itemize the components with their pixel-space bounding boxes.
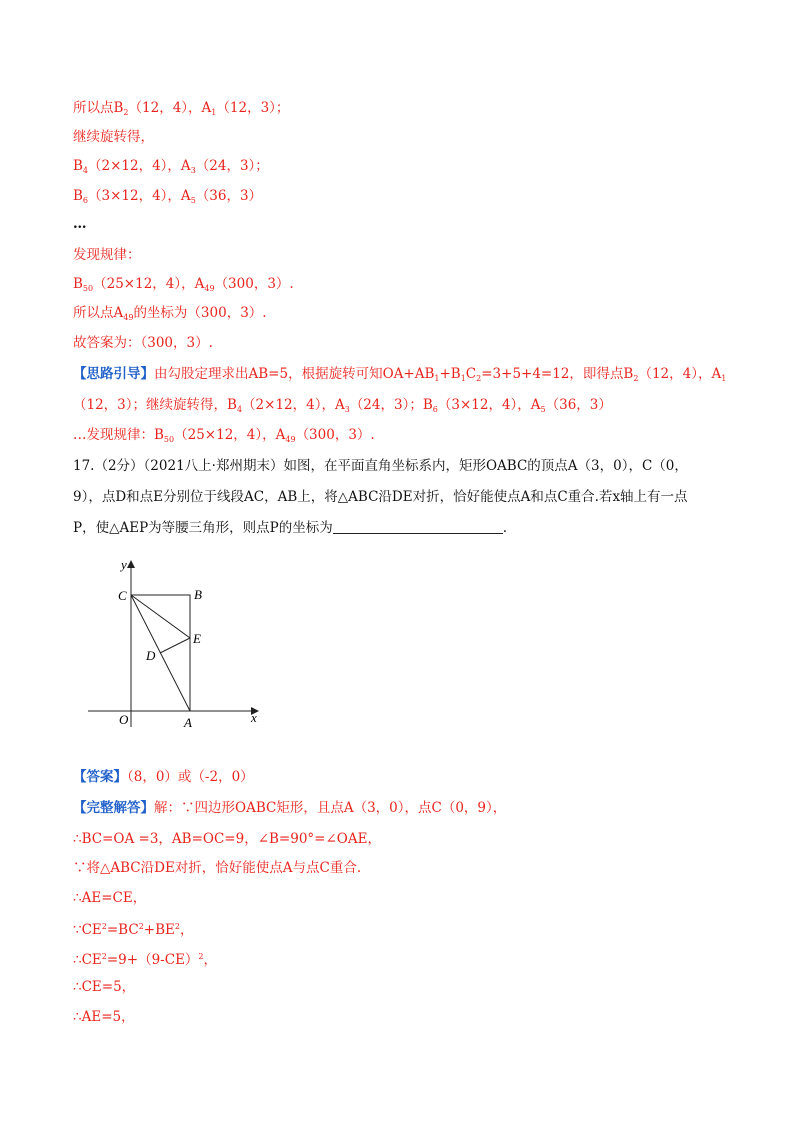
- solution-line-6: 发现规律：: [73, 247, 141, 263]
- text-segment: +BE: [143, 922, 175, 938]
- text-segment: =BC: [106, 922, 139, 938]
- text-segment: B: [73, 188, 83, 204]
- hint-line-3: [73, 425, 375, 450]
- text-segment: C: [465, 366, 477, 382]
- full-line-4: ∴AE=CE，: [73, 890, 147, 906]
- superscript: 2: [198, 952, 204, 961]
- solution-line-1: [73, 98, 289, 123]
- subscript: 5: [190, 196, 196, 205]
- subscript: 3: [190, 166, 196, 175]
- text-segment: （24，3）；B: [349, 397, 433, 413]
- text-segment: B: [73, 276, 83, 292]
- hint-line-1: [73, 364, 726, 389]
- label-x: x: [251, 710, 257, 725]
- text-segment: （3×12，4），A: [437, 397, 541, 413]
- solution-line-8: [73, 303, 267, 328]
- superscript: 2: [101, 922, 107, 931]
- segment-DE: [160, 638, 190, 653]
- text-segment: （12，4），A: [128, 100, 212, 116]
- subscript: 6: [432, 405, 438, 414]
- answer-value: （8，0）或（-2，0）: [127, 769, 254, 785]
- full-line-1: [73, 798, 506, 818]
- superscript: 2: [138, 922, 144, 931]
- hint-text: [154, 366, 726, 382]
- subscript: 5: [540, 405, 546, 414]
- subscript: 2: [476, 374, 482, 383]
- text-segment: （12，3）；: [216, 100, 290, 116]
- text-segment: （25×12，4），A: [174, 427, 286, 443]
- text-segment: P，使△AEP为等腰三角形，则点P的坐标为: [73, 520, 333, 536]
- solution-line-2: 继续旋转得，: [73, 129, 154, 145]
- subscript: 1: [721, 374, 727, 383]
- subscript: 50: [163, 435, 175, 444]
- text-segment: （12，3）；继续旋转得，B: [73, 397, 237, 413]
- superscript: 2: [174, 922, 180, 931]
- label-O: O: [119, 712, 129, 727]
- subscript: 2: [633, 374, 639, 383]
- label-D: D: [146, 648, 156, 663]
- answer-label: 【答案】: [73, 769, 127, 785]
- label-A: A: [184, 715, 192, 730]
- text-segment: （36，3）: [545, 397, 612, 413]
- subscript: 49: [285, 435, 296, 444]
- text-segment: （25×12，4），A: [93, 276, 205, 292]
- text-segment: （24，3）；: [195, 158, 269, 174]
- text-segment: （3×12，4），A: [88, 188, 191, 204]
- answer-line: [73, 767, 254, 787]
- text-segment: =9+（9-CE）: [106, 952, 199, 968]
- full-solution-label: 【完整解答】: [73, 800, 154, 816]
- subscript: 49: [123, 313, 134, 322]
- segment-CE: [131, 595, 190, 638]
- full-line-7: ∴CE=5，: [73, 979, 136, 995]
- geometry-figure: [88, 557, 273, 732]
- solution-line-9: 故答案为：（300，3）.: [73, 335, 213, 351]
- text-segment: B: [73, 158, 83, 174]
- label-E: E: [193, 631, 201, 646]
- full-line-2: ∴BC=OA =3，AB=OC=9，∠B=90°=∠OAE，: [73, 831, 381, 847]
- hint-label: 【思路引导】: [73, 366, 154, 382]
- subscript: 1: [434, 374, 440, 383]
- text-segment: ∵CE: [73, 922, 102, 938]
- subscript: 2: [123, 108, 129, 117]
- text-segment: …发现规律：B: [73, 427, 164, 443]
- text-segment: （300，3）.: [295, 427, 375, 443]
- subscript: 3: [344, 405, 350, 414]
- solution-line-7: [73, 274, 294, 299]
- subscript: 4: [82, 166, 89, 175]
- text-segment: +B: [439, 366, 461, 382]
- full-line-6: [73, 947, 217, 970]
- subscript: 1: [460, 374, 466, 383]
- label-y: y: [121, 557, 127, 572]
- text-segment: 由勾股定理求出AB=5，根据旋转可知OA+AB: [154, 366, 435, 382]
- subscript: 4: [236, 405, 243, 414]
- question-line-1: 17.（2分）（2021八上·郑州期末）如图，在平面直角坐标系内，矩形OABC的顶点A（3，0），C（0，: [73, 458, 688, 474]
- full-line-3: ∵将△ABC沿DE对折，恰好能使点A与点C重合.: [73, 860, 362, 876]
- text-segment: ，: [179, 922, 194, 938]
- hint-line-2: [73, 395, 612, 420]
- text-segment: =3+5+4=12，即得点B: [481, 366, 634, 382]
- text-segment: （36，3）: [195, 188, 263, 204]
- subscript: 6: [82, 196, 89, 205]
- subscript: 49: [204, 284, 215, 293]
- text-segment: （2×12，4），A: [242, 397, 345, 413]
- full-line-8: ∴AE=5，: [73, 1009, 135, 1025]
- solution-line-3: [73, 156, 269, 181]
- answer-blank: [333, 519, 503, 534]
- superscript: 2: [101, 952, 107, 961]
- text-segment: 解：∵四边形OABC矩形，且点A（3，0），点C（0，9），: [154, 800, 507, 816]
- text-segment: （2×12，4），A: [88, 158, 191, 174]
- text-segment: ，: [203, 952, 218, 968]
- text-segment: （300，3）.: [214, 276, 294, 292]
- text-segment: 所以点B: [73, 100, 124, 116]
- question-line-2: 9），点D和点E分别位于线段AC，AB上，将△ABC沿DE对折，恰好能使点A和点C重合.若x轴上有一点: [73, 489, 688, 505]
- question-line-3: [73, 518, 507, 538]
- solution-line-4: [73, 186, 262, 211]
- text-segment: ∴CE: [73, 952, 102, 968]
- text-segment: 所以点A: [73, 305, 124, 321]
- full-line-5: [73, 917, 193, 940]
- text-segment: （12，4），A: [638, 366, 722, 382]
- text-segment: 的坐标为（300，3）.: [133, 305, 267, 321]
- ellipsis-line: …: [73, 216, 87, 232]
- label-C: C: [118, 588, 127, 603]
- subscript: 50: [82, 284, 94, 293]
- text-segment: .: [502, 520, 508, 536]
- subscript: 1: [211, 108, 217, 117]
- label-B: B: [194, 587, 202, 602]
